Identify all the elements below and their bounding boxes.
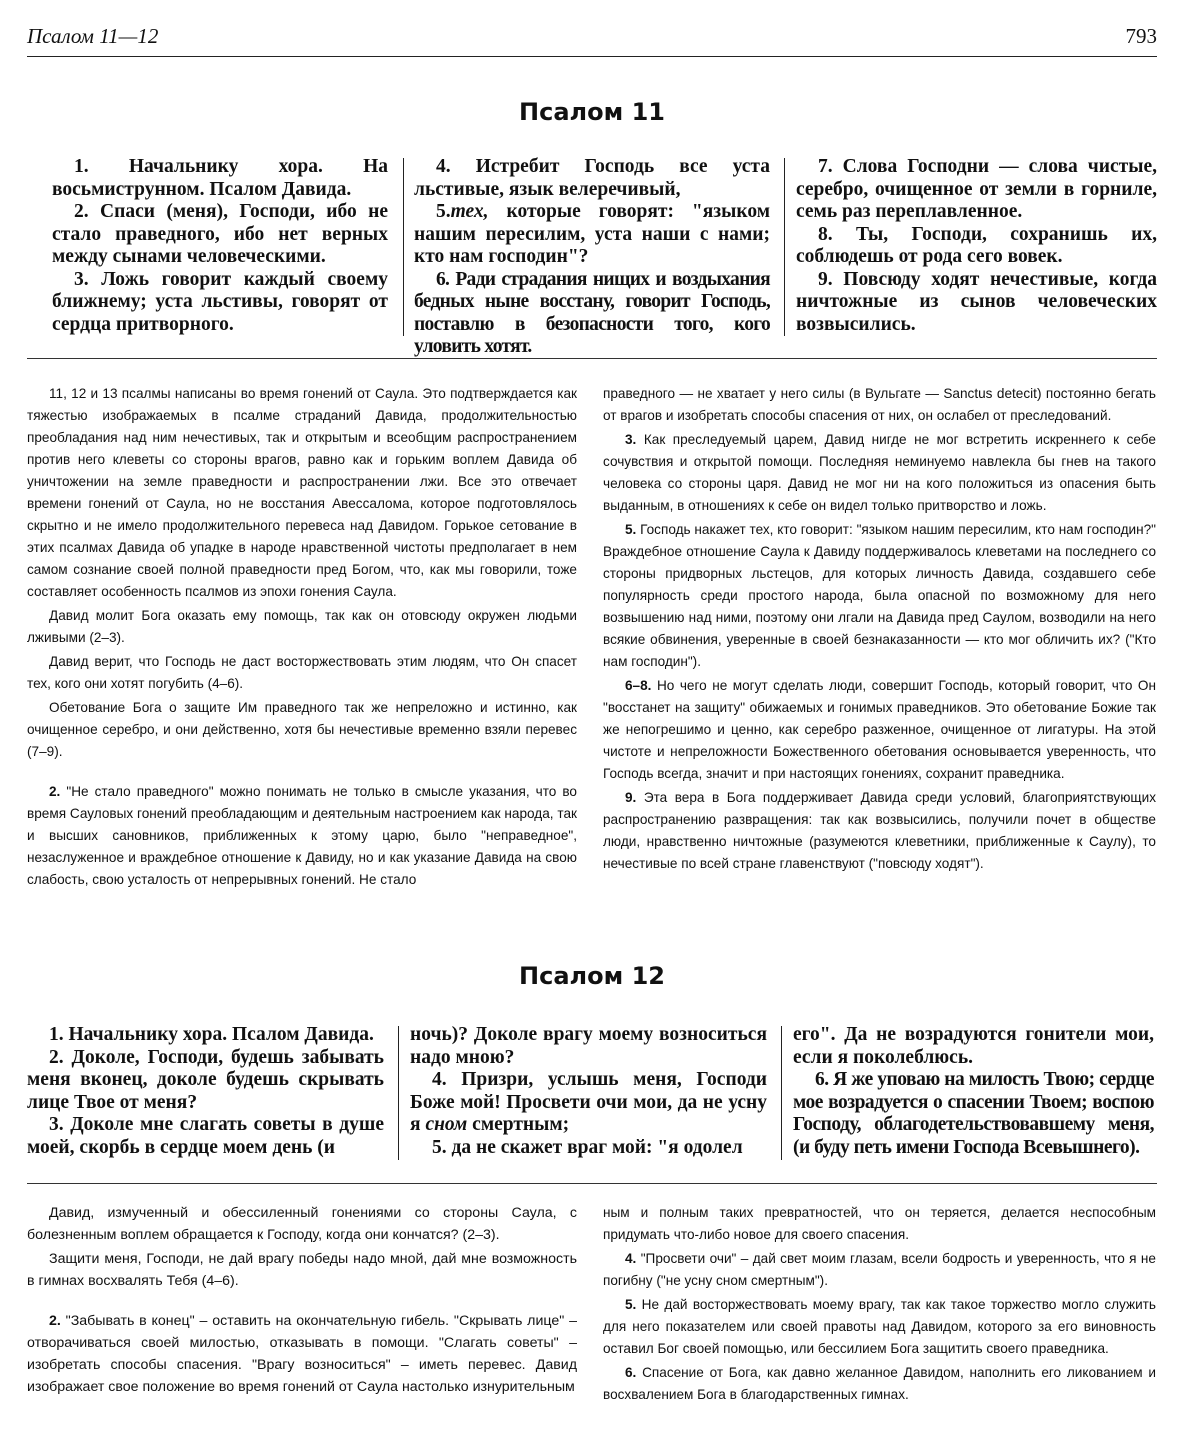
commentary-paragraph: 11, 12 и 13 псалмы написаны во время гонений от Саула. Это подтверждается как тяжестью изображаемых в псалме страданий Давида, продолжительностью преобладания над ним нечестивых, так и открытым и всеобщим распространением против него клеветы со стороны врагов, равно как и горьким воплем Давида об уничтожении на земле праведности и распространении лжи. Все это отвечает времени гонений от Саула, но не восстания Авессалома, которое подготовлялось скрытно и не имело продолжительного перевеса над Давидом. Горькое сетование в этих псалмах Давида об упадке в народе нравственной чистоты предполагает в нем самом сознание своей полной праведности пред Богом, что, как мы говорили, тоже составляет особенность псалмов из эпохи гонения Саула. bbox=[27, 386, 577, 599]
verse: 1. Начальнику хора. Псалом Давида. bbox=[49, 1024, 374, 1045]
commentary-paragraph: 6–8. Но чего не могут сделать люди, совершит Господь, который говорит, что Он "восстанет на защиту" обижаемых и гонимых праведников. Это обетование Божие так же непогрешимо и ценно, как серебро разженное, очищенное от лигатуры. На этой чистоте и непреложности Божественного обетования основывается уверенность, что Господь всегда, значит и при настоящих гонениях, сохранит праведника. bbox=[603, 678, 1156, 781]
commentary-paragraph: Давид верит, что Господь не даст восторжествовать этим людям, что Он спасет тех, кого они хотят погубить (4–6). bbox=[27, 654, 577, 691]
header-rule bbox=[27, 56, 1157, 57]
section-rule bbox=[27, 358, 1157, 359]
verse: его". Да не возрадуются гонители мои, если я поколеблюсь. bbox=[793, 1024, 1154, 1068]
commentary-paragraph: 6. Спасение от Бога, как давно желанное Давидом, наполнить его ликованием и восхвалением Бога в благодарственных гимнах. bbox=[603, 1365, 1156, 1402]
column-rule bbox=[784, 158, 785, 336]
verse: ночь)? Доколе врагу моему возноситься надо мною? bbox=[410, 1024, 767, 1068]
commentary-paragraph: ным и полным таких превратностей, что он теряется, делается неспособным придумать что-либо новое для своего спасения. bbox=[603, 1205, 1156, 1242]
verse: 5. да не скажет враг мой: "я одолел bbox=[432, 1136, 743, 1158]
verse: 2. Спаси (меня), Господи, ибо не стало праведного, ибо нет верных между сынами человеческими. bbox=[52, 201, 388, 267]
column-rule bbox=[781, 1026, 782, 1160]
commentary-paragraph: 3. Как преследуемый царем, Давид нигде не мог встретить искреннего к себе сочувствия и открытой помощи. Последняя неминуемо навлекла бы гнев на такого человека со стороны царя. Давид не мог ни на кого положиться из опасения быть выданным, в отношениях к себе он видел только притворство и ложь. bbox=[603, 432, 1156, 513]
verse-text: 4. Призри, услышь меня, Господи Боже мой! Просвети очи мои, да не усну я bbox=[410, 1069, 767, 1135]
verse-number: 5. bbox=[436, 201, 451, 222]
verse-reference: 6–8. bbox=[625, 678, 652, 693]
verse: 3. Доколе мне слагать советы в душе моей, скорбь в сердце моем день (и bbox=[27, 1114, 384, 1158]
commentary-paragraph: 5. Господь накажет тех, кто говорит: "языком нашим пересилим, кто нам господин?" Враждебное отношение Саула к Давиду поддерживалось клеветами на последнего со стороны придворных льстецов, для которых личность Давида, создавшего себе популярность среди простого народа, была опасной по возможному для него возвышению над ними, поэтому они лгали на Давида пред Саулом, возводили на него всякие обвинения, уверенные в своей безнаказанности — кто мог обличить их? ("Кто нам господин"). bbox=[603, 522, 1156, 669]
psalm-12-verses-col-1 bbox=[27, 1024, 384, 1159]
commentary-paragraph: Защити меня, Господи, не дай врагу победы надо мной, дай мне возможность в гимнах восхвалять Тебя (4–6). bbox=[27, 1251, 577, 1289]
verse-reference: 6. bbox=[625, 1365, 637, 1380]
verse-text: смертным; bbox=[467, 1114, 570, 1135]
verse: 1. Начальнику хора. На восьмиструнном. Псалом Давида. bbox=[52, 156, 388, 200]
psalm-12-verses-col-3 bbox=[793, 1024, 1154, 1159]
psalm-11-commentary-left bbox=[27, 383, 577, 893]
verse: 9. Повсюду ходят нечестивые, когда ничтожные из сынов человеческих возвысились. bbox=[796, 268, 1157, 335]
verse-reference: 2. bbox=[49, 784, 61, 799]
verse: 3. Ложь говорит каждый своему ближнему; уста льстивы, говорят от сердца притворного. bbox=[52, 268, 388, 335]
commentary-paragraph: 9. Эта вера в Бога поддерживает Давида среди условий, благоприятствующих распространению развращения: так как возвысились, получили почет в обществе люди, нравственно ничтожные (разумеются клеветники, приближенные к Саулу), то нечестивые по всей стране главенствуют ("повсюду ходят"). bbox=[603, 790, 1156, 871]
psalm-12-verses-col-2 bbox=[410, 1024, 767, 1159]
verse-text: которые говорят: "языком нашим пересилим, уста наши с нами; кто нам господин"? bbox=[414, 201, 770, 267]
verse-reference: 2. bbox=[49, 1313, 61, 1329]
running-title: Псалом 11—12 bbox=[27, 24, 159, 48]
verse-italic-word: тех, bbox=[450, 201, 489, 222]
psalm-11-commentary-right bbox=[603, 383, 1156, 877]
verse bbox=[410, 1069, 767, 1137]
psalm-12-commentary-right bbox=[603, 1202, 1156, 1408]
verse-reference: 9. bbox=[625, 790, 637, 805]
psalm-12-commentary-left bbox=[27, 1202, 577, 1400]
psalm-11-verses-col-1 bbox=[52, 156, 388, 336]
column-rule bbox=[398, 1026, 399, 1160]
commentary-paragraph: 2. "Забывать в конец" – оставить на окончательную гибель. "Скрывать лице" – отворачиваться своей милостью, отказывать в помощи. "Слагать советы" – изобретать способы спасения. "Врагу возноситься" – иметь перевес. Давид изображает свое положение во время гонений от Саула настолько изнурительным bbox=[27, 1313, 577, 1395]
column-rule bbox=[403, 158, 404, 336]
verse: 7. Слова Господни — слова чистые, серебро, очищенное от земли в горниле, семь раз переплавленное. bbox=[796, 156, 1157, 222]
commentary-paragraph: 2. "Не стало праведного" можно понимать не только в смысле указания, что во время Сауловых гонений преобладающим и деятельным настроением как народа, так и высших сановников, приближенных к этому царю, было "неправедное", незаслуженное и враждебное отношение к Давиду, но и как указание Давида на свою слабость, свою усталость от непрерывных гонений. Не стало bbox=[27, 784, 577, 887]
commentary-paragraph: 4. "Просвети очи" – дай свет моим глазам, всели бодрость и уверенность, что я не погибну ("не усну сном смертным"). bbox=[603, 1251, 1156, 1288]
verse-italic-word: сном bbox=[425, 1114, 468, 1135]
verse-reference: 5. bbox=[625, 1297, 637, 1312]
commentary-paragraph: Обетование Бога о защите Им праведного так же непреложно и истинно, как очищенное серебро, и они действенно, хотя бы нечестивые временно взяли перевес (7–9). bbox=[27, 700, 577, 759]
commentary-paragraph: праведного — не хватает у него силы (в Вульгате — Sanctus detecit) постоянно бегать от врагов и изобретать способы спасения от них, он ослабел от преследований. bbox=[603, 386, 1156, 423]
psalm-11-verses-col-3 bbox=[796, 156, 1157, 336]
running-head bbox=[27, 24, 1157, 54]
section-rule bbox=[27, 1183, 1157, 1184]
verse bbox=[414, 201, 770, 269]
verse-reference: 5. bbox=[625, 522, 637, 537]
page-number: 793 bbox=[1125, 24, 1157, 48]
psalm-11-title: Псалом 11 bbox=[519, 98, 665, 126]
commentary-paragraph: Давид молит Бога оказать ему помощь, так как он отовсюду окружен людьми лживыми (2–3). bbox=[27, 608, 577, 645]
psalm-11-verses-col-2 bbox=[414, 156, 770, 359]
verse-reference: 3. bbox=[625, 432, 637, 447]
commentary-paragraph: Давид, измученный и обессиленный гонениями со стороны Саула, с болезненным воплем обращается к Господу, когда они кончатся? (2–3). bbox=[27, 1205, 577, 1243]
verse: 2. Доколе, Господи, будешь забывать меня вконец, доколе будешь скрывать лице Твое от меня? bbox=[27, 1046, 384, 1113]
commentary-paragraph: 5. Не дай восторжествовать моему врагу, так как такое торжество могло служить для него показателем или своей правоты над Давидом, которого за его виновность оставил Бог своей помощью, или бессилием Бога защитить своего праведника. bbox=[603, 1297, 1156, 1356]
verse: 6. Ради страдания нищих и воздыхания бедных ныне восстану, говорит Господь, поставлю в безопасности того, кого уловить хотят. bbox=[414, 268, 770, 357]
verse: 8. Ты, Господи, сохранишь их, соблюдешь от рода сего вовек. bbox=[796, 223, 1157, 267]
psalm-12-title: Псалом 12 bbox=[519, 962, 665, 990]
verse-reference: 4. bbox=[625, 1251, 637, 1266]
verse: 6. Я же уповаю на милость Твою; сердце мое возрадуется о спасении Твоем; воспою Господу, облагодетельствовавшему меня, (и буду петь имени Господа Всевышнего). bbox=[793, 1069, 1154, 1158]
verse: 4. Истребит Господь все уста льстивые, язык велеречивый, bbox=[414, 156, 770, 200]
